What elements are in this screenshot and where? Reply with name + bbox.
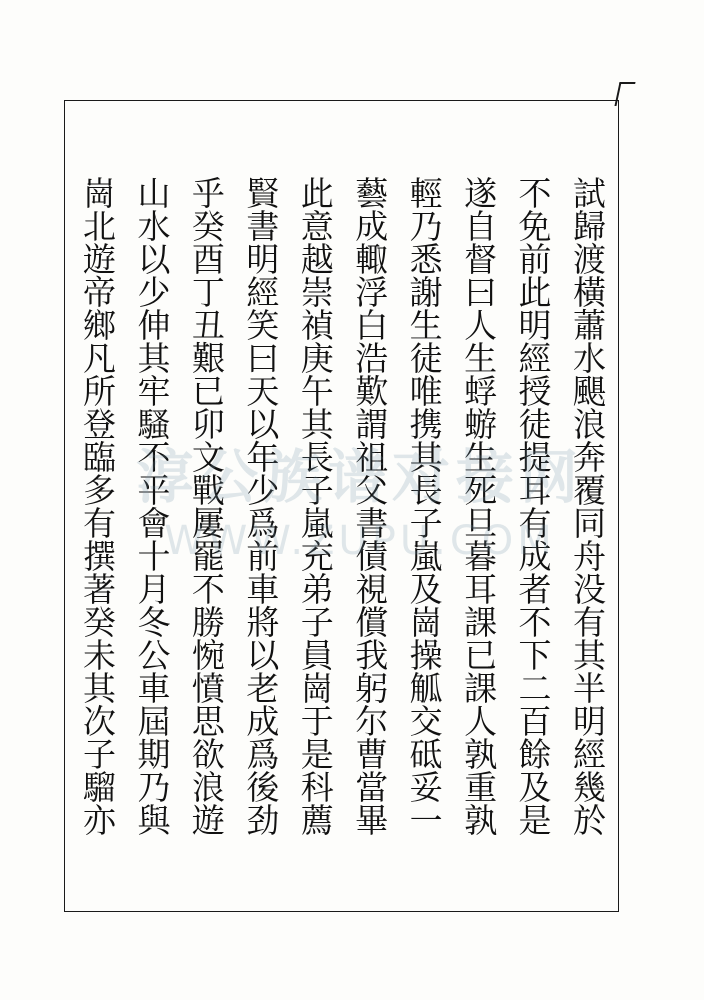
text-columns (68, 104, 616, 908)
watermark-url: WWW.ZUPU.COM (164, 518, 556, 564)
text-column-3: 遂自督曰人生蜉蝣生死旦暮耳課已課人孰重孰 (459, 176, 499, 836)
text-column-8: 乎癸酉丁丑艱已卯文戰屢罷不勝惋憤思欲浪遊 (186, 176, 226, 836)
text-column-6: 此意越崇禎庚午其長子嵐充弟子員崗于是科薦 (295, 176, 335, 836)
text-column-10: 崗北遊帝鄉凡所登臨多有撰著癸未其次子騮亦 (78, 176, 117, 836)
text-column-4: 輕乃悉謝生徒唯携其長子嵐及崗操觚交砥妥一 (404, 176, 444, 836)
text-column-9: 山水以少伸其牢騷不平會十月冬公車屆期乃與 (132, 176, 172, 836)
text-column-1: 試歸渡橫蕭水颶浪奔覆同舟没有其半明經幾於 (567, 176, 607, 836)
text-column-2: 不免前此明經授徒提耳有成者不下二百餘及是 (513, 176, 553, 836)
text-column-5: 藝成輙浮白浩歎謂祖父書債視償我躬尔曹當畢 (350, 176, 390, 836)
text-column-7: 賢書明經笑曰天以年少爲前車將以老成爲後劲 (241, 176, 281, 836)
watermark-title: 淳公族谱对接网 (135, 443, 584, 511)
